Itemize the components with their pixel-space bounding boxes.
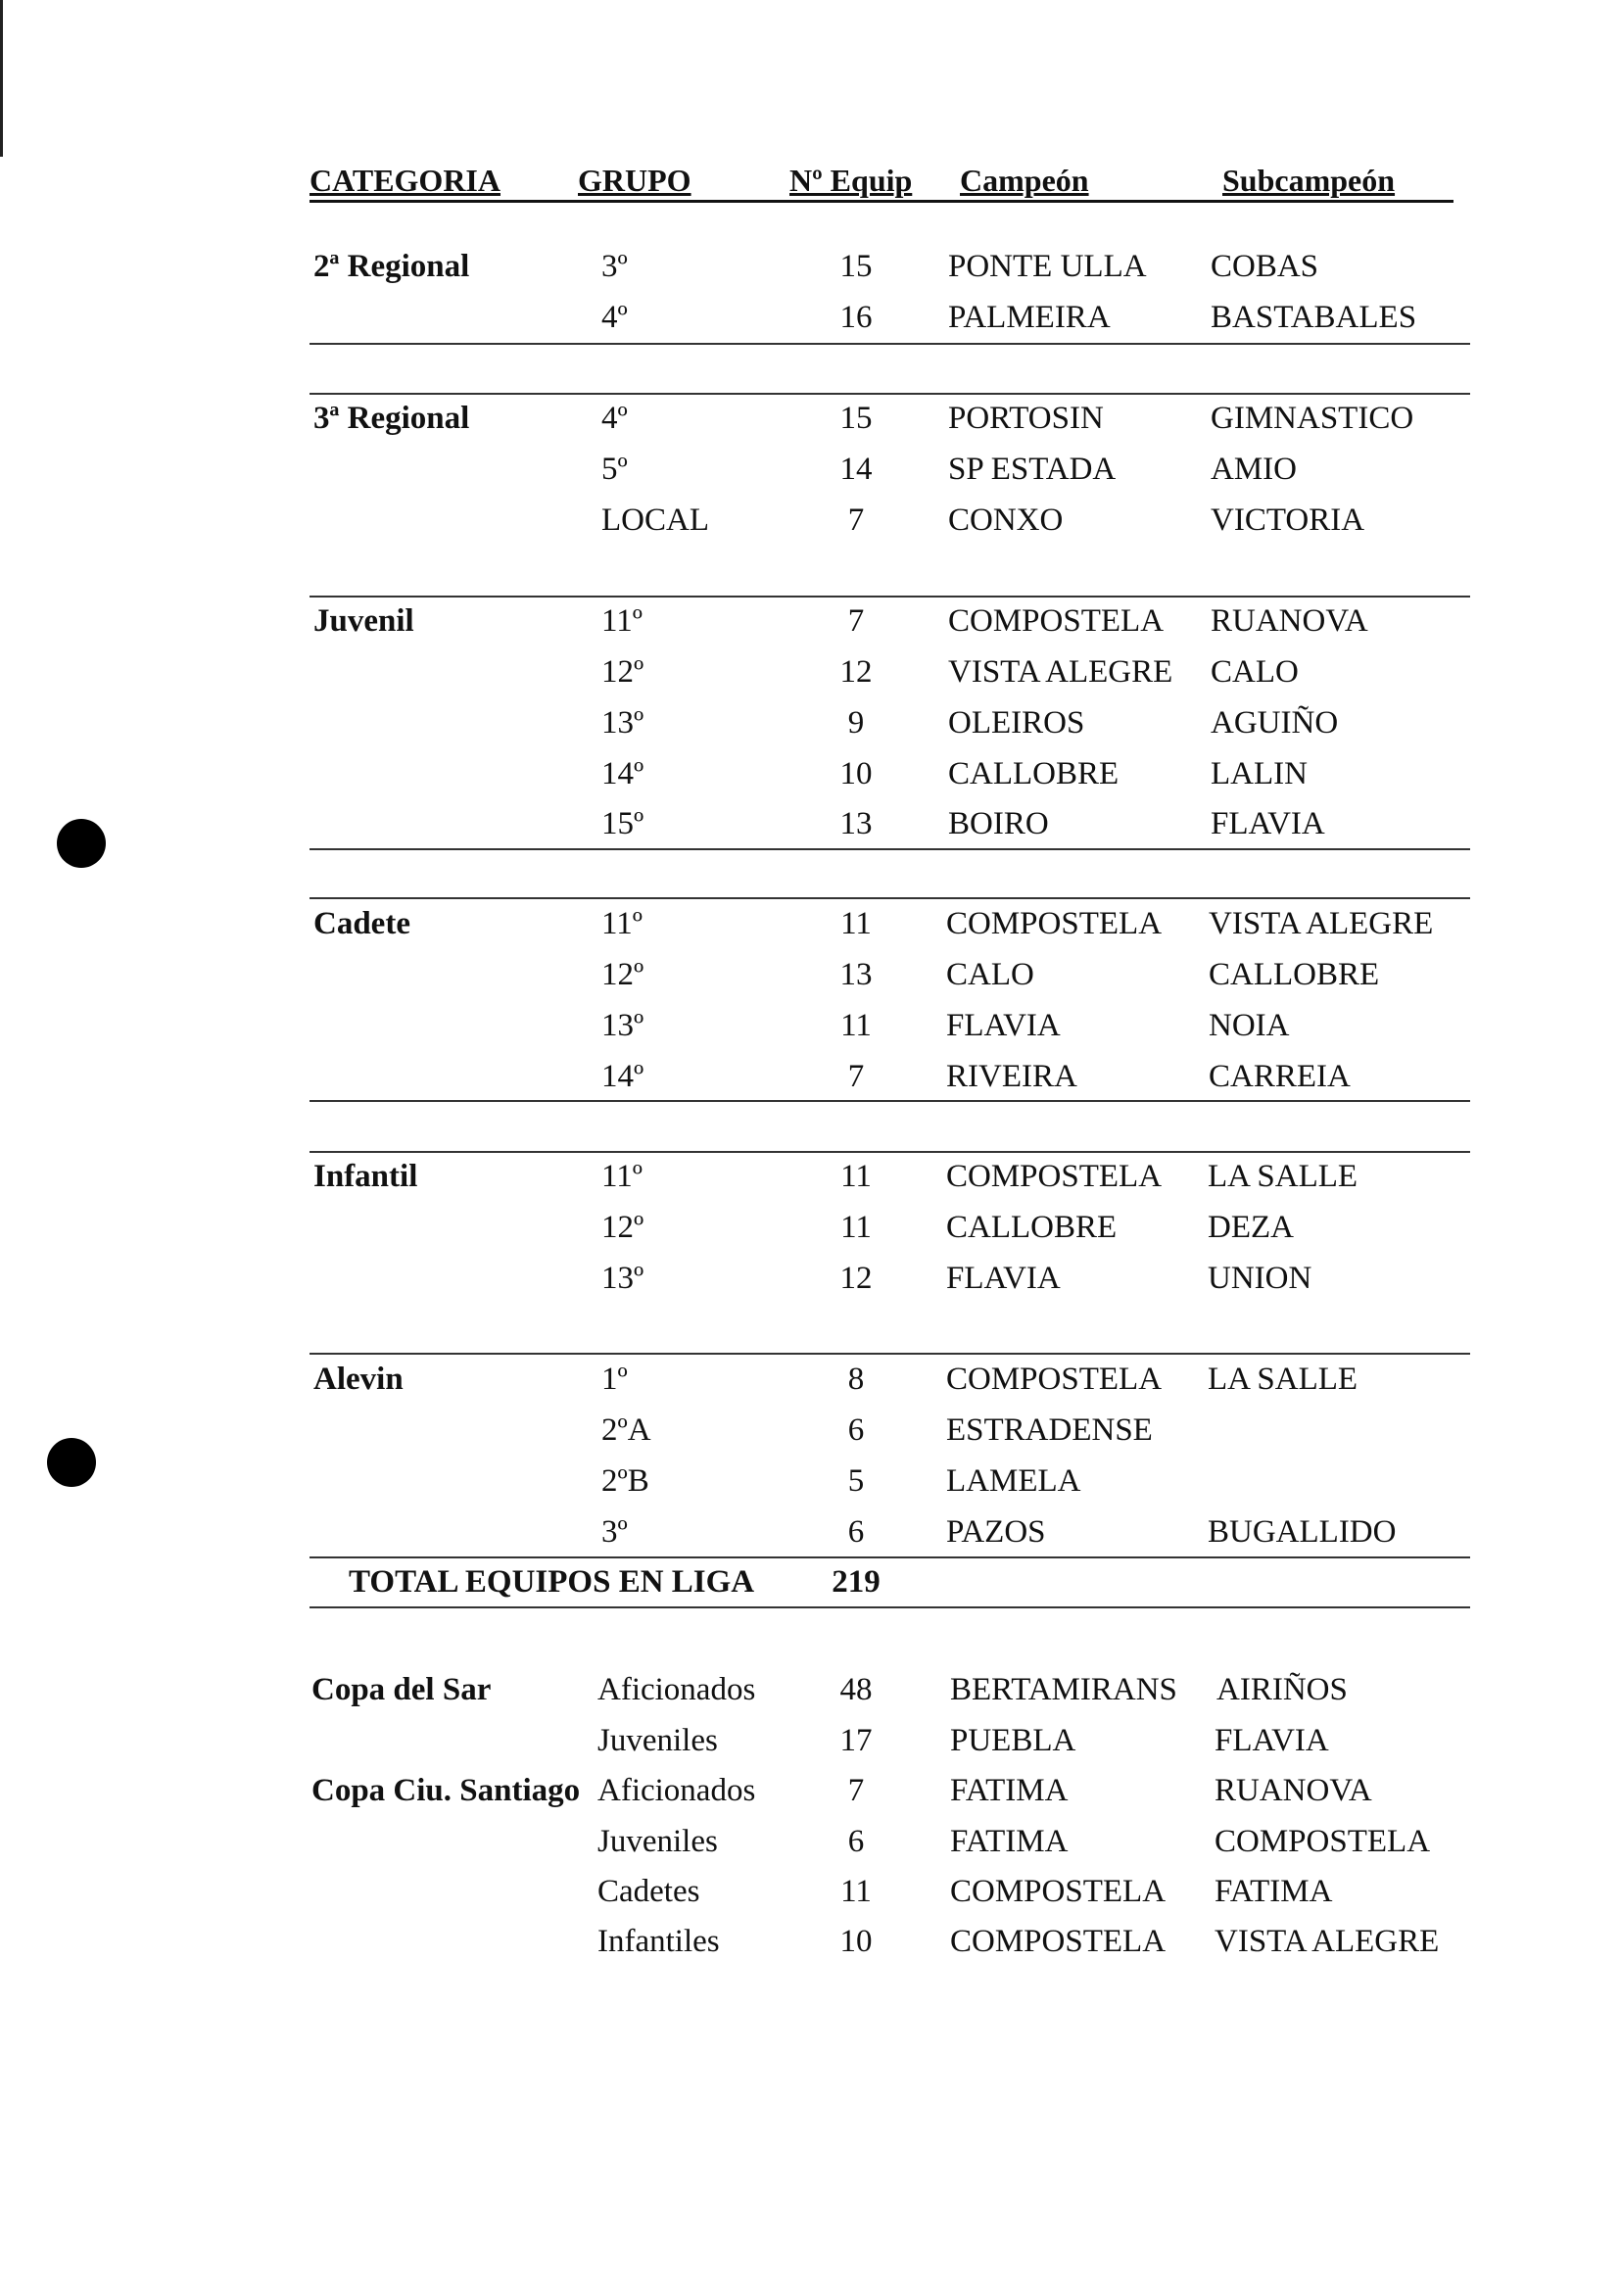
section-divider (310, 596, 1470, 598)
campeon-cell: CALLOBRE (948, 756, 1120, 791)
grupo-cell: 14º (601, 1059, 644, 1094)
grupo-cell: 11º (601, 603, 643, 639)
section-divider (310, 393, 1470, 395)
campeon-cell: FLAVIA (946, 1261, 1061, 1296)
category-label: Juvenil (313, 603, 414, 639)
grupo-cell: Juveniles (597, 1723, 718, 1758)
grupo-cell: 15º (601, 806, 644, 841)
grupo-cell: 12º (601, 957, 644, 992)
n-cell: 5 (847, 1463, 865, 1499)
campeon-cell: CALLOBRE (946, 1210, 1118, 1245)
section-divider (310, 1556, 1470, 1558)
n-cell: 13 (839, 957, 873, 992)
category-label: Infantil (313, 1159, 418, 1194)
campeon-cell: BERTAMIRANS (950, 1672, 1177, 1707)
campeon-cell: LAMELA (946, 1463, 1081, 1499)
campeon-cell: FATIMA (950, 1773, 1069, 1808)
cup-label: Copa del Sar (311, 1672, 492, 1707)
grupo-cell: 5º (601, 452, 628, 487)
section-divider (310, 1353, 1470, 1355)
category-label: 2ª Regional (313, 249, 470, 284)
grupo-cell: 12º (601, 1210, 644, 1245)
subcampeon-cell: AIRIÑOS (1216, 1672, 1348, 1707)
campeon-cell: PAZOS (946, 1514, 1046, 1550)
campeon-cell: PONTE ULLA (948, 249, 1147, 284)
subcampeon-cell: VISTA ALEGRE (1209, 906, 1434, 941)
grupo-cell: 1º (601, 1362, 628, 1397)
subcampeon-cell: AGUIÑO (1211, 705, 1339, 741)
subcampeon-cell: CALLOBRE (1209, 957, 1380, 992)
subcampeon-cell: DEZA (1208, 1210, 1294, 1245)
n-cell: 48 (839, 1672, 873, 1707)
grupo-cell: 13º (601, 705, 644, 741)
campeon-cell: OLEIROS (948, 705, 1085, 741)
campeon-cell: SP ESTADA (948, 452, 1117, 487)
n-cell: 7 (847, 603, 865, 639)
section-divider (310, 897, 1470, 899)
subcampeon-cell: CARREIA (1209, 1059, 1351, 1094)
subcampeon-cell: VICTORIA (1211, 502, 1365, 538)
grupo-cell: 3º (601, 249, 628, 284)
section-divider (310, 1100, 1470, 1102)
n-cell: 17 (839, 1723, 873, 1758)
grupo-cell: 14º (601, 756, 644, 791)
n-cell: 14 (839, 452, 873, 487)
n-cell: 11 (840, 1874, 872, 1909)
header-rule (310, 200, 1453, 203)
subcampeon-cell: BASTABALES (1211, 300, 1417, 335)
grupo-cell: Juveniles (597, 1824, 718, 1859)
subcampeon-cell: RUANOVA (1211, 603, 1368, 639)
n-cell: 11 (840, 1008, 872, 1043)
total-value: 219 (832, 1564, 881, 1600)
total-rule (310, 1606, 1470, 1608)
grupo-cell: 11º (601, 1159, 643, 1194)
header-n-equip: Nº Equip (789, 163, 913, 198)
n-cell: 11 (840, 1210, 872, 1245)
n-cell: 13 (839, 806, 873, 841)
category-label: Alevin (313, 1362, 404, 1397)
n-cell: 7 (847, 1773, 865, 1808)
cup-label: Copa Ciu. Santiago (311, 1773, 581, 1808)
campeon-cell: COMPOSTELA (946, 1159, 1163, 1194)
subcampeon-cell: LA SALLE (1208, 1362, 1358, 1397)
n-cell: 12 (839, 1261, 873, 1296)
campeon-cell: BOIRO (948, 806, 1049, 841)
grupo-cell: 12º (601, 654, 644, 690)
subcampeon-cell: LALIN (1211, 756, 1308, 791)
campeon-cell: CALO (946, 957, 1034, 992)
grupo-cell: 13º (601, 1008, 644, 1043)
grupo-cell: 13º (601, 1261, 644, 1296)
campeon-cell: COMPOSTELA (950, 1924, 1167, 1959)
header-grupo: GRUPO (578, 163, 691, 198)
subcampeon-cell: COMPOSTELA (1215, 1824, 1431, 1859)
campeon-cell: VISTA ALEGRE (948, 654, 1173, 690)
header-subcampeon: Subcampeón (1222, 163, 1396, 198)
subcampeon-cell: VISTA ALEGRE (1215, 1924, 1440, 1959)
subcampeon-cell: AMIO (1211, 452, 1297, 487)
campeon-cell: RIVEIRA (946, 1059, 1077, 1094)
n-cell: 6 (847, 1412, 865, 1448)
grupo-cell: Infantiles (597, 1924, 720, 1959)
campeon-cell: PUEBLA (950, 1723, 1076, 1758)
campeon-cell: PALMEIRA (948, 300, 1111, 335)
n-cell: 7 (847, 502, 865, 538)
grupo-cell: 11º (601, 906, 643, 941)
total-label: TOTAL EQUIPOS EN LIGA (349, 1564, 755, 1600)
n-cell: 15 (839, 249, 873, 284)
campeon-cell: COMPOSTELA (950, 1874, 1167, 1909)
n-cell: 6 (847, 1824, 865, 1859)
n-cell: 10 (839, 756, 873, 791)
n-cell: 12 (839, 654, 873, 690)
header-categoria: CATEGORIA (310, 163, 500, 198)
campeon-cell: FATIMA (950, 1824, 1069, 1859)
category-label: 3ª Regional (313, 401, 470, 436)
grupo-cell: 2ºB (601, 1463, 649, 1499)
grupo-cell: 3º (601, 1514, 628, 1550)
section-divider (310, 1151, 1470, 1153)
subcampeon-cell: FLAVIA (1215, 1723, 1329, 1758)
campeon-cell: CONXO (948, 502, 1064, 538)
campeon-cell: COMPOSTELA (946, 1362, 1163, 1397)
subcampeon-cell: CALO (1211, 654, 1299, 690)
grupo-cell: Aficionados (597, 1672, 756, 1707)
n-cell: 7 (847, 1059, 865, 1094)
grupo-cell: LOCAL (601, 502, 709, 538)
campeon-cell: COMPOSTELA (946, 906, 1163, 941)
grupo-cell: 4º (601, 300, 628, 335)
grupo-cell: 4º (601, 401, 628, 436)
n-cell: 6 (847, 1514, 865, 1550)
subcampeon-cell: RUANOVA (1215, 1773, 1372, 1808)
subcampeon-cell: UNION (1208, 1261, 1312, 1296)
section-divider (310, 343, 1470, 345)
n-cell: 16 (839, 300, 873, 335)
campeon-cell: PORTOSIN (948, 401, 1104, 436)
subcampeon-cell: FLAVIA (1211, 806, 1325, 841)
section-divider (310, 848, 1470, 850)
n-cell: 15 (839, 401, 873, 436)
grupo-cell: 2ºA (601, 1412, 651, 1448)
header-campeon: Campeón (960, 163, 1089, 198)
n-cell: 11 (840, 906, 872, 941)
n-cell: 9 (847, 705, 865, 741)
category-label: Cadete (313, 906, 410, 941)
n-cell: 8 (847, 1362, 865, 1397)
grupo-cell: Aficionados (597, 1773, 756, 1808)
subcampeon-cell: GIMNASTICO (1211, 401, 1414, 436)
subcampeon-cell: NOIA (1209, 1008, 1290, 1043)
n-cell: 11 (840, 1159, 872, 1194)
n-cell: 10 (839, 1924, 873, 1959)
subcampeon-cell: LA SALLE (1208, 1159, 1358, 1194)
grupo-cell: Cadetes (597, 1874, 700, 1909)
subcampeon-cell: BUGALLIDO (1208, 1514, 1397, 1550)
campeon-cell: COMPOSTELA (948, 603, 1165, 639)
subcampeon-cell: FATIMA (1215, 1874, 1333, 1909)
campeon-cell: ESTRADENSE (946, 1412, 1153, 1448)
subcampeon-cell: COBAS (1211, 249, 1319, 284)
campeon-cell: FLAVIA (946, 1008, 1061, 1043)
